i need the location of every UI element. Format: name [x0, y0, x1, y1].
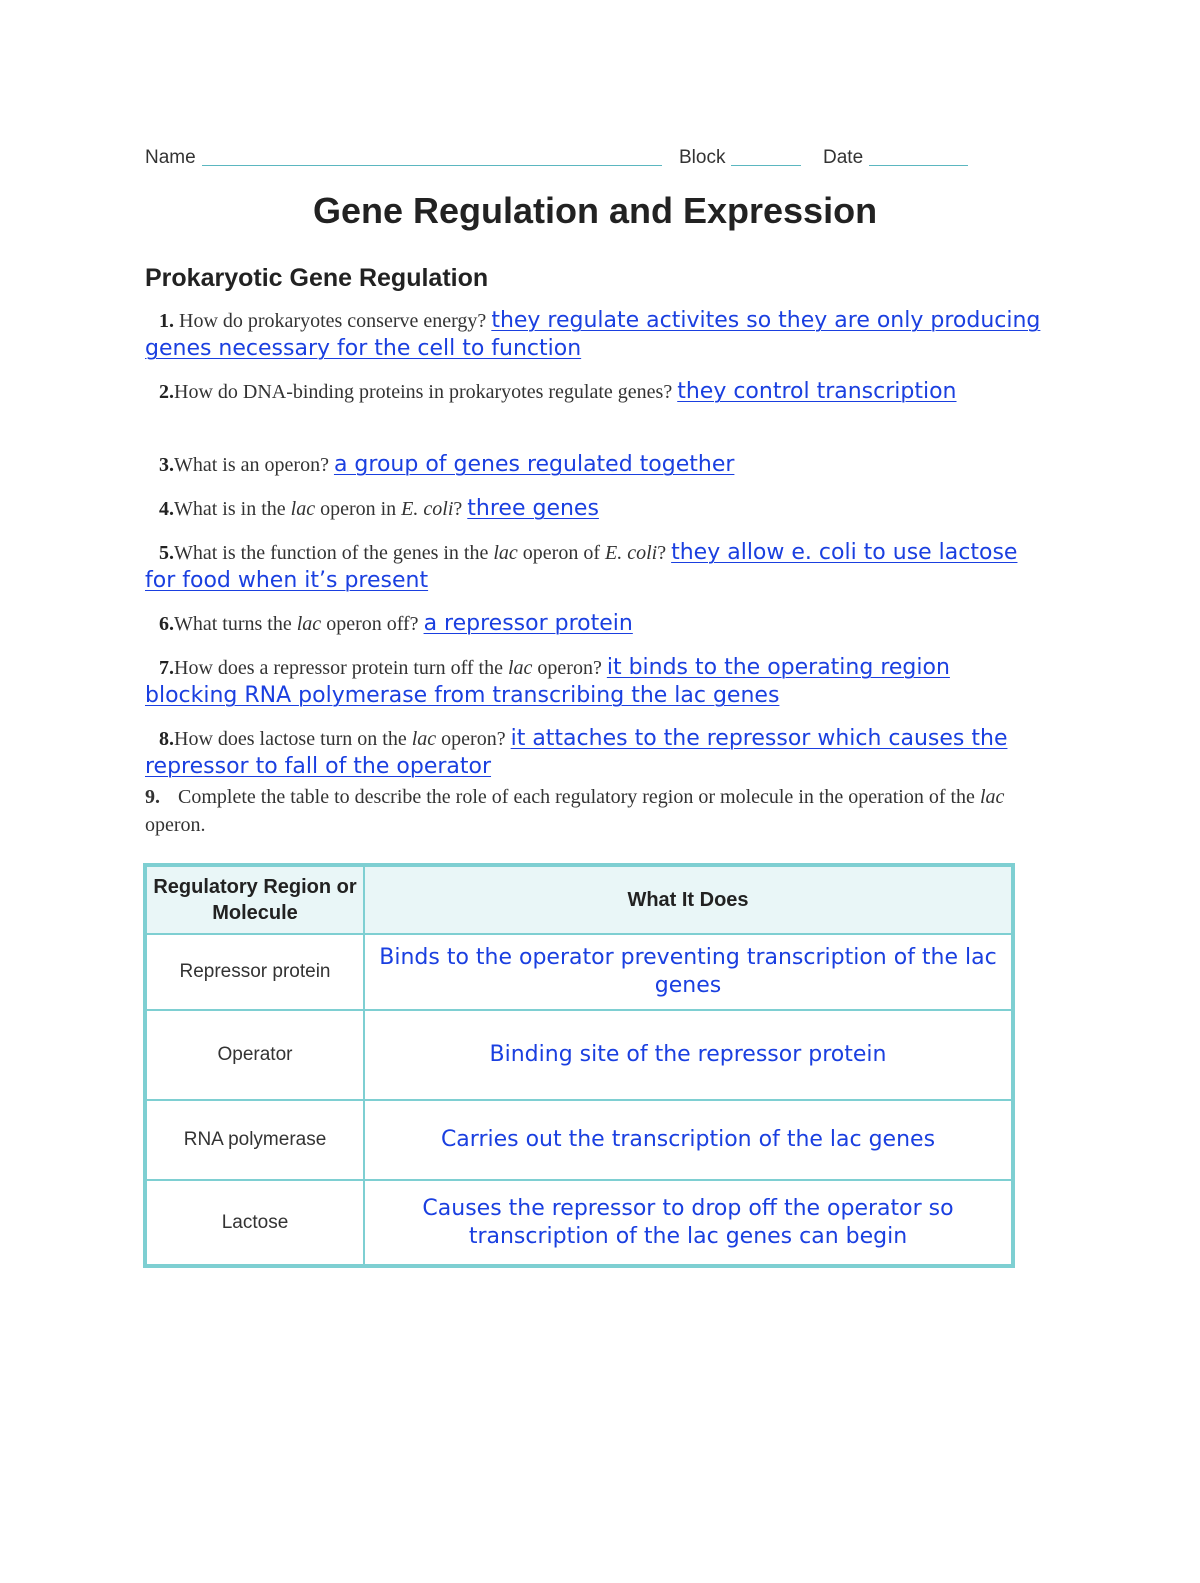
description-cell: Binding site of the repressor protein [364, 1010, 1013, 1100]
question-number: 6. [159, 613, 174, 635]
table-header-row [145, 865, 1013, 934]
name-field[interactable] [202, 165, 662, 166]
question-9 [145, 783, 1045, 839]
question-2 [145, 378, 1045, 406]
question-8 [145, 725, 1045, 781]
section-title: Prokaryotic Gene Regulation [145, 264, 489, 292]
region-cell: Operator [145, 1010, 364, 1100]
answer-text: three genes [467, 496, 599, 521]
block-label: Block [679, 147, 726, 168]
table-row [145, 1180, 1013, 1266]
question-5 [145, 539, 1045, 595]
question-text: Complete the table to describe the role of each regulatory region or molecule in the operation of the lac operon. [145, 786, 1005, 836]
region-cell: RNA polymerase [145, 1100, 364, 1180]
question-text: What turns the lac operon off? [174, 613, 424, 635]
table-row [145, 934, 1013, 1010]
question-number: 4. [159, 498, 174, 520]
question-text: What is an operon? [174, 454, 334, 476]
description-cell: Binds to the operator preventing transcription of the lac genes [364, 934, 1013, 1010]
table-row [145, 1100, 1013, 1180]
region-cell: Repressor protein [145, 934, 364, 1010]
page-title: Gene Regulation and Expression [312, 190, 878, 231]
column-header-region: Regulatory Region or Molecule [145, 865, 364, 934]
block-field[interactable] [731, 165, 801, 166]
table-row [145, 1010, 1013, 1100]
column-header-does: What It Does [364, 865, 1013, 934]
date-label: Date [823, 147, 864, 168]
answer-text: they control transcription [677, 379, 957, 404]
region-cell: Lactose [145, 1180, 364, 1266]
name-label: Name [145, 147, 196, 168]
question-6 [145, 610, 1045, 638]
question-number: 5. [159, 542, 174, 564]
question-7 [145, 654, 1045, 710]
question-1 [145, 307, 1045, 363]
answer-text: they allow e. coli to use lactose for food when it’s present [145, 540, 1018, 593]
question-3 [145, 451, 1045, 479]
question-number: 8. [159, 728, 174, 750]
question-text: What is the function of the genes in the lac operon of E. coli? [174, 542, 672, 564]
question-number: 1. [159, 310, 174, 332]
question-text: How does a repressor protein turn off the lac operon? [174, 657, 607, 679]
date-field[interactable] [869, 165, 968, 166]
description-cell: Causes the repressor to drop off the operator so transcription of the lac genes can begin [364, 1180, 1013, 1266]
question-text: How does lactose turn on the lac operon? [174, 728, 511, 750]
question-text: What is in the lac operon in E. coli? [174, 498, 468, 520]
regulation-table [143, 863, 1015, 1268]
question-text: How do prokaryotes conserve energy? [179, 310, 492, 332]
question-number: 2. [159, 381, 174, 403]
question-text: How do DNA-binding proteins in prokaryotes regulate genes? [174, 381, 678, 403]
question-number: 3. [159, 454, 174, 476]
question-4 [145, 495, 1045, 523]
answer-text: it binds to the operating region blocking RNA polymerase from transcribing the lac genes [145, 655, 950, 708]
question-number: 9. [145, 786, 160, 808]
answer-text: a group of genes regulated together [333, 452, 735, 477]
answer-text: a repressor protein [423, 611, 633, 636]
question-number: 7. [159, 657, 174, 679]
answer-text: it attaches to the repressor which causes the repressor to fall of the operator [145, 726, 1008, 779]
answer-text: they regulate activites so they are only producing genes necessary for the cell to function [145, 308, 1041, 361]
header-row [145, 145, 975, 175]
description-cell: Carries out the transcription of the lac genes [364, 1100, 1013, 1180]
